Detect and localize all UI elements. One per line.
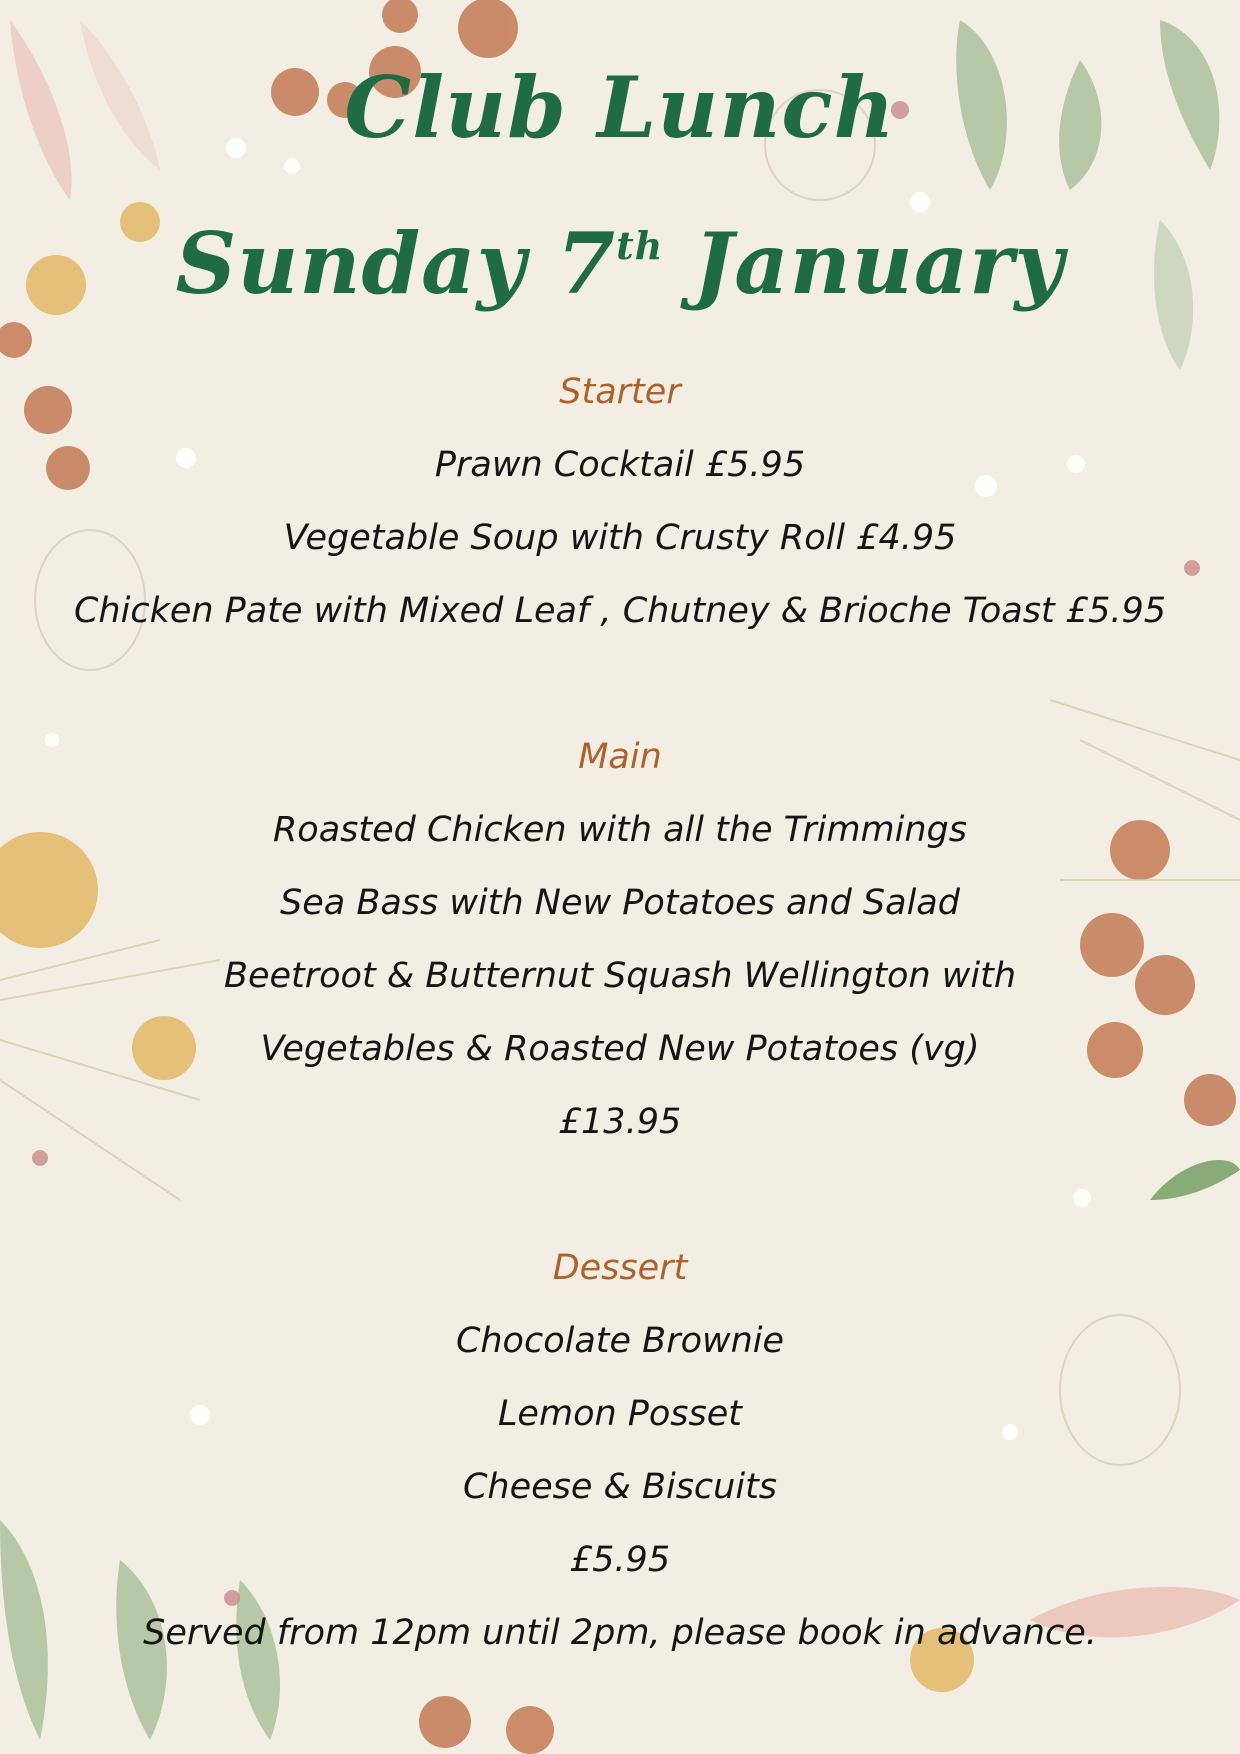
dessert-price: £5.95	[569, 1540, 671, 1580]
main-item: Vegetables & Roasted New Potatoes (vg)	[260, 1029, 980, 1069]
starter-item: Vegetable Soup with Crusty Roll £4.95	[283, 518, 957, 558]
menu-date	[0, 214, 1240, 313]
starter-heading: Starter	[559, 372, 681, 412]
starter-item: Chicken Pate with Mixed Leaf , Chutney & Brioche Toast £5.95	[73, 591, 1167, 631]
main-heading: Main	[578, 737, 662, 777]
starter-item: Prawn Cocktail £5.95	[434, 445, 806, 485]
menu-title: Club Lunch	[344, 58, 896, 157]
dessert-heading: Dessert	[552, 1248, 688, 1288]
main-item: Beetroot & Butternut Squash Wellington with	[223, 956, 1017, 996]
date-day: Sunday 7	[175, 214, 617, 313]
date-month: January	[693, 214, 1065, 313]
service-note: Served from 12pm until 2pm, please book in advance.	[143, 1613, 1097, 1653]
dessert-item: Cheese & Biscuits	[462, 1467, 778, 1507]
main-item: Sea Bass with New Potatoes and Salad	[280, 883, 960, 923]
main-item: Roasted Chicken with all the Trimmings	[272, 810, 967, 850]
dessert-item: Lemon Posset	[497, 1394, 743, 1434]
dessert-item: Chocolate Brownie	[455, 1321, 785, 1361]
main-price: £13.95	[558, 1102, 682, 1142]
date-ordinal: th	[616, 223, 664, 268]
